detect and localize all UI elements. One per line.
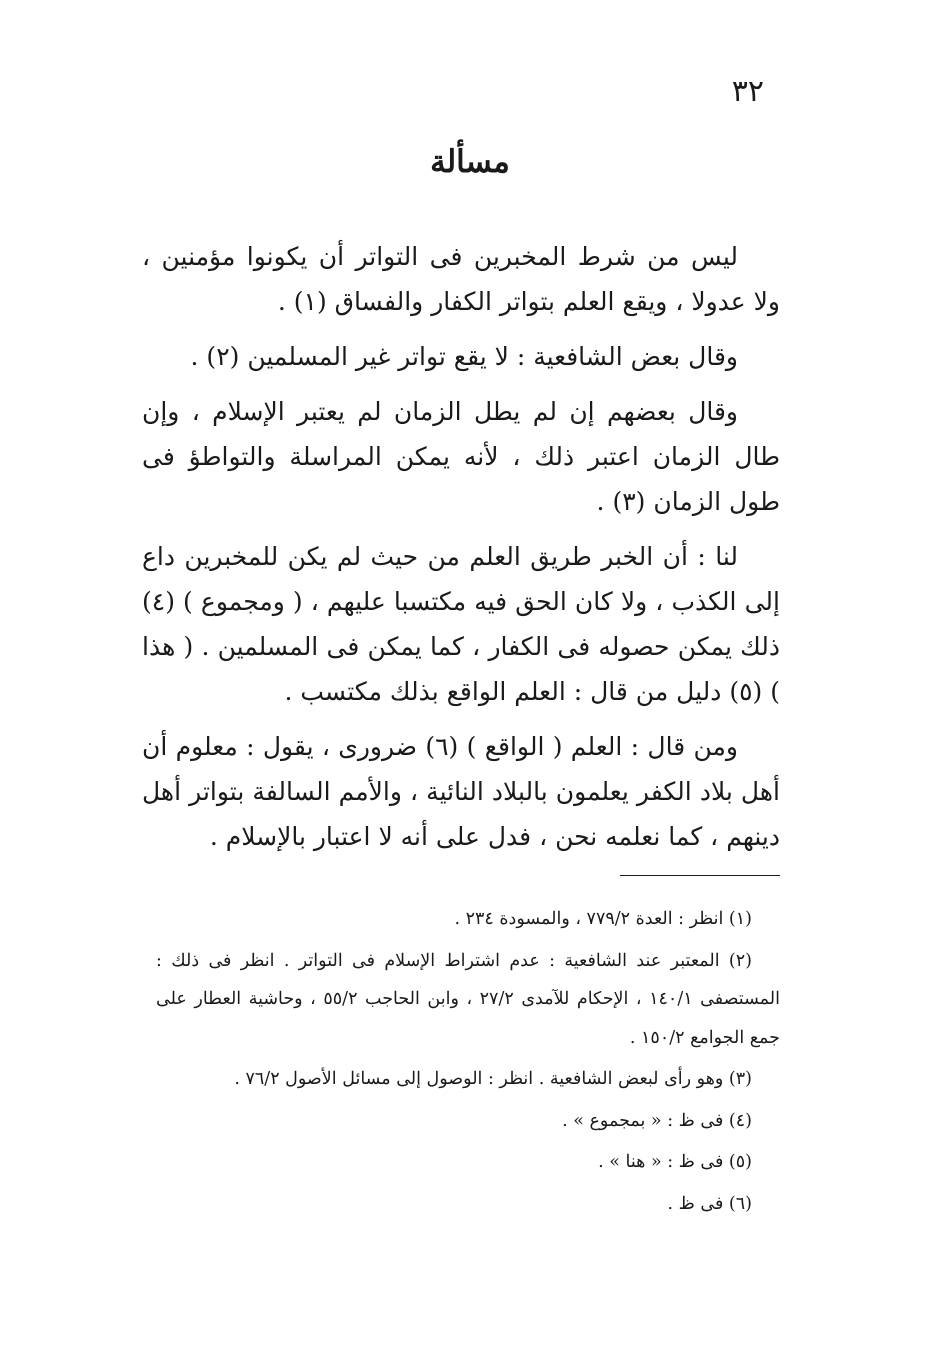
main-text: [142, 234, 780, 869]
footnote: (١) انظر : العدة ٧٧٩/٢ ، والمسودة ٢٣٤ .: [454, 909, 752, 929]
paragraph: وقال بعضهم إن لم يطل الزمان لم يعتبر الإسلام ، وإن طال الزمان اعتبر ذلك ، لأنه يمكن المراسلة والتواطؤ فى طول الزمان (٣) .: [142, 397, 780, 516]
footnote: (٤) فى ظ : « بمجموع » .: [562, 1110, 752, 1131]
paragraph: ومن قال : العلم ( الواقع ) (٦) ضرورى ، يقول : معلوم أن أهل بلاد الكفر يعلمون بالبلاد النائية ، والأمم السالفة بتواتر أهل دينهم ، كما نعلمه نحن ، فدل على أنه لا اعتبار بالإسلام .: [142, 732, 780, 851]
section-title: مسألة: [430, 144, 510, 180]
footnote: (٥) فى ظ : « هنا » .: [598, 1152, 752, 1172]
page-number: ٣٢: [731, 74, 764, 109]
paragraph: ليس من شرط المخبرين فى التواتر أن يكونوا مؤمنين ، ولا عدولا ، ويقع العلم بتواتر الكفار والفساق (١) .: [142, 242, 780, 316]
footnote: (٢) المعتبر عند الشافعية : عدم اشتراط الإسلام فى التواتر . انظر فى ذلك : المستصفى ١٤٠/١ ، الإحكام للآمدى ٢٧/٢ ، وابن الحاجب ٥٥/٢ ، وحاشية العطار على جمع الجوامع ١٥٠/٢ .: [156, 950, 780, 1048]
paragraph: وقال بعض الشافعية : لا يقع تواتر غير المسلمين (٢) .: [190, 342, 738, 371]
footnote: (٣) وهو رأى لبعض الشافعية . انظر : الوصول إلى مسائل الأصول ٧٦/٢ .: [234, 1069, 752, 1089]
footnote: (٦) فى ظ .: [667, 1193, 752, 1214]
footnote-divider: [620, 875, 780, 876]
paragraph: لنا : أن الخبر طريق العلم من حيث لم يكن للمخبرين داع إلى الكذب ، ولا كان الحق فيه مكتسبا عليهم ، ( ومجموع ) (٤) ذلك يمكن حصوله فى الكفار ، كما يمكن فى المسلمين . ( هذا ) (٥) دليل من قال : العلم الواقع بذلك مكتسب .: [142, 542, 780, 706]
footnotes: [156, 900, 780, 1226]
